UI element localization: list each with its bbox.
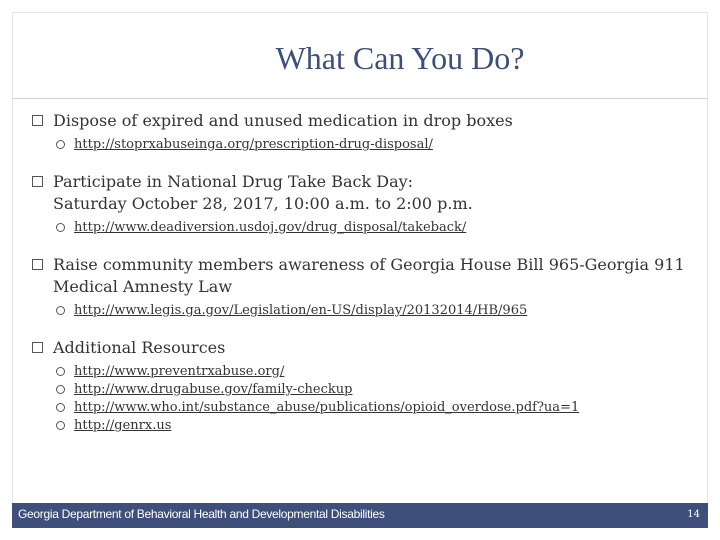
link-takeback[interactable]: http://www.deadiversion.usdoj.gov/drug_disposal/takeback/	[74, 220, 467, 235]
sub-item	[30, 399, 700, 417]
square-bullet-icon	[32, 176, 43, 187]
circle-bullet-icon	[56, 306, 65, 315]
bullet-item	[30, 171, 700, 215]
bullet-text: Saturday October 28, 2017, 10:00 a.m. to 2:00 p.m.	[53, 194, 473, 213]
square-bullet-icon	[32, 259, 43, 270]
circle-bullet-icon	[56, 403, 65, 412]
link-hb965[interactable]: http://www.legis.ga.gov/Legislation/en-US/display/20132014/HB/965	[74, 303, 528, 318]
sub-item	[30, 219, 700, 237]
bullet-text: Raise community members awareness of Georgia House Bill 965-Georgia 911	[53, 255, 685, 274]
bullet-text: Additional Resources	[53, 338, 226, 357]
bullet-text: Medical Amnesty Law	[53, 277, 233, 296]
link-who-opioid[interactable]: http://www.who.int/substance_abuse/publications/opioid_overdose.pdf?ua=1	[74, 400, 580, 415]
link-preventrxabuse[interactable]: http://www.preventrxabuse.org/	[74, 364, 285, 379]
bullet-item	[30, 254, 700, 298]
link-genrx[interactable]: http://genrx.us	[74, 418, 172, 433]
footer-organization: Georgia Department of Behavioral Health and Developmental Disabilities	[18, 507, 385, 521]
title-divider	[12, 98, 708, 99]
square-bullet-icon	[32, 115, 43, 126]
bullet-item	[30, 337, 700, 359]
sub-item	[30, 363, 700, 381]
slide-title: What Can You Do?	[275, 40, 525, 76]
page-number: 14	[687, 509, 700, 520]
circle-bullet-icon	[56, 140, 65, 149]
footer-bar	[12, 503, 708, 528]
bullet-text: Participate in National Drug Take Back Day:	[53, 172, 414, 191]
sub-item	[30, 136, 700, 154]
circle-bullet-icon	[56, 223, 65, 232]
sub-item	[30, 417, 700, 435]
sub-item	[30, 302, 700, 320]
link-family-checkup[interactable]: http://www.drugabuse.gov/family-checkup	[74, 382, 353, 397]
bullet-item	[30, 110, 700, 132]
circle-bullet-icon	[56, 421, 65, 430]
link-drug-disposal[interactable]: http://stoprxabuseinga.org/prescription-drug-disposal/	[74, 137, 433, 152]
square-bullet-icon	[32, 342, 43, 353]
circle-bullet-icon	[56, 385, 65, 394]
slide-content	[30, 110, 700, 435]
sub-item	[30, 381, 700, 399]
bullet-text: Dispose of expired and unused medication in drop boxes	[53, 111, 513, 130]
circle-bullet-icon	[56, 367, 65, 376]
